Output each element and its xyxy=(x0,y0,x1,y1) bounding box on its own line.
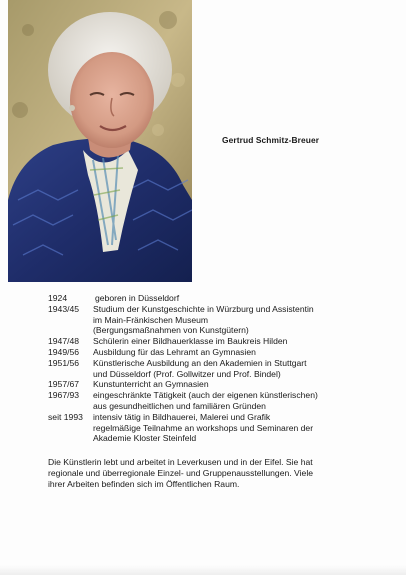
bio-text: Schülerin einer Bildhauerklasse im Baukreis Hilden xyxy=(93,336,288,347)
bio-entry-continuation xyxy=(48,401,394,412)
page-edge-shadow xyxy=(0,565,406,575)
bio-text: im Main-Fränkischen Museum xyxy=(93,314,209,325)
bio-text: aus gesundheitlichen und familiären Gründen xyxy=(93,400,266,411)
bio-entry xyxy=(48,336,394,347)
bio-year: 1943/45 xyxy=(48,303,80,314)
bio-entry xyxy=(48,293,394,304)
bio-entry xyxy=(48,304,394,315)
bio-year: seit 1993 xyxy=(48,411,83,422)
bio-text: Akademie Kloster Steinfeld xyxy=(93,433,197,444)
bio-entry-continuation xyxy=(48,423,394,434)
biography-list xyxy=(48,293,394,444)
bio-year: 1957/67 xyxy=(48,379,80,390)
bio-text: (Bergungsmaßnahmen von Kunstgütern) xyxy=(93,325,249,336)
bio-text: Ausbildung für das Lehramt an Gymnasien xyxy=(93,346,256,357)
bio-entry-continuation xyxy=(48,369,394,380)
bio-text: Kunstunterricht an Gymnasien xyxy=(93,379,209,390)
bio-text: und Düsseldorf (Prof. Gollwitzer und Prof. Bindel) xyxy=(93,368,281,379)
summary-line: Die Künstlerin lebt und arbeitet in Leverkusen und in der Eifel. Sie hat xyxy=(48,457,313,467)
bio-entry xyxy=(48,379,394,390)
artist-name: Gertrud Schmitz-Breuer xyxy=(222,135,320,145)
bio-entry-continuation xyxy=(48,325,394,336)
bio-year: 1947/48 xyxy=(48,336,80,347)
summary-line: regionale und überregionale Einzel- und Gruppenausstellungen. Viele xyxy=(48,468,314,478)
bio-text: eingeschränkte Tätigkeit (auch der eigenen künstlerischen) xyxy=(93,390,318,401)
bio-text: Künstlerische Ausbildung an den Akademien in Stuttgart xyxy=(93,357,307,368)
summary-line: ihrer Arbeiten befinden sich im Öffentlichen Raum. xyxy=(48,479,240,489)
bio-text: Studium der Kunstgeschichte in Würzburg und Assistentin xyxy=(93,303,314,314)
bio-entry xyxy=(48,412,394,423)
bio-text: regelmäßige Teilnahme an workshops und Seminaren der xyxy=(93,422,314,433)
summary-paragraph xyxy=(48,457,368,490)
bio-year: 1967/93 xyxy=(48,390,80,401)
bio-text: geboren in Düsseldorf xyxy=(95,293,180,303)
bio-entry xyxy=(48,358,394,369)
bio-year: 1951/56 xyxy=(48,357,80,368)
bio-year: 1949/56 xyxy=(48,346,80,357)
bio-entry-continuation xyxy=(48,433,394,444)
bio-entry xyxy=(48,390,394,401)
bio-year: 1924 xyxy=(48,293,68,303)
bio-text: intensiv tätig in Bildhauerei, Malerei und Grafik xyxy=(93,411,271,422)
bio-entry xyxy=(48,347,394,358)
bio-entry-continuation xyxy=(48,315,394,326)
portrait-photo xyxy=(8,0,192,282)
